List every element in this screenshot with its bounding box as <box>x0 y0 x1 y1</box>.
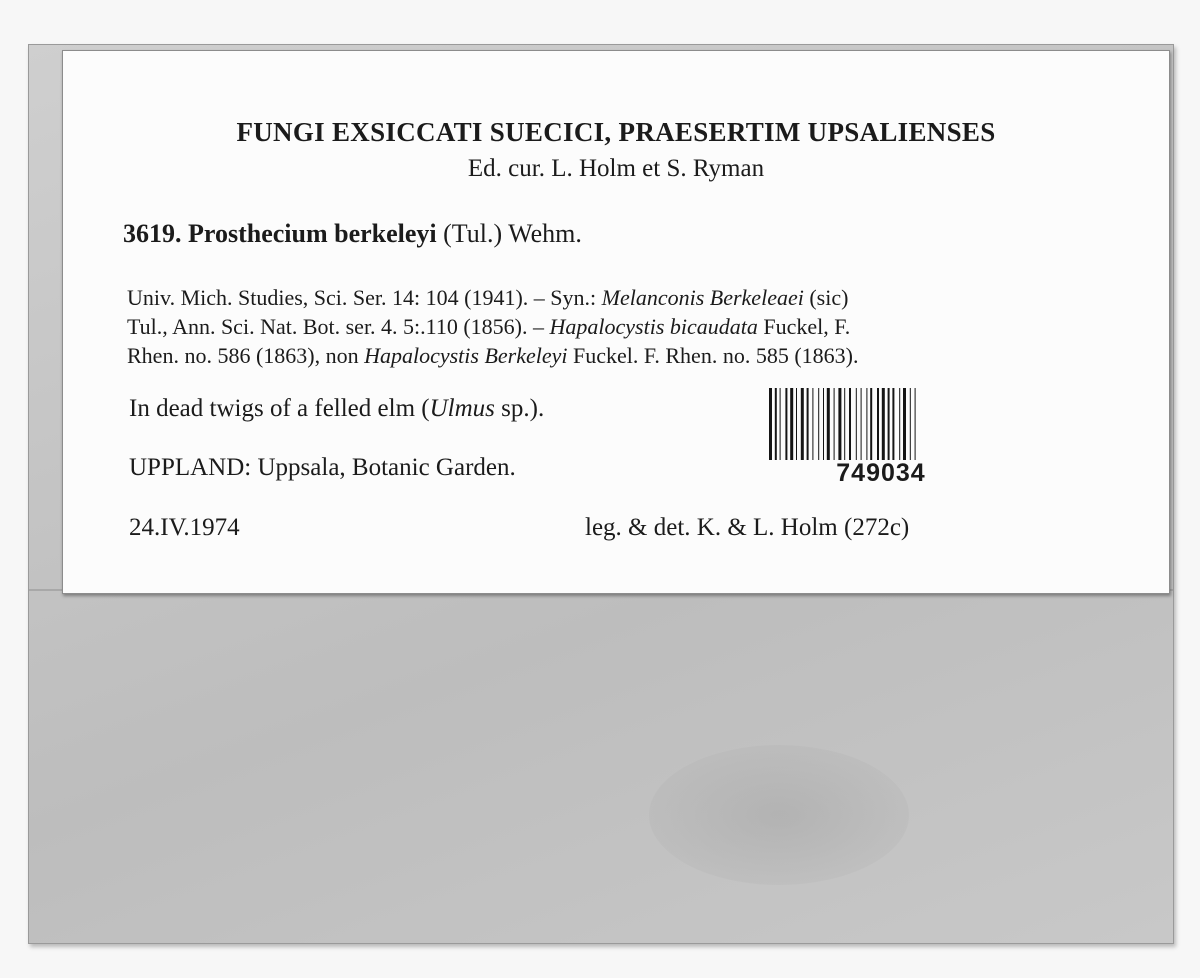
collector-line: leg. & det. K. & L. Holm (272c) <box>585 514 910 541</box>
label-title: FUNGI EXSICCATI SUECICI, PRAESERTIM UPSALIENSES <box>236 117 996 147</box>
species-line <box>123 219 582 249</box>
habitat-text: In dead twigs of a felled elm ( <box>129 395 430 422</box>
reference-text: Fuckel. F. Rhen. no. 585 (1863). <box>567 343 859 368</box>
barcode-image <box>769 388 993 460</box>
reference-text: Univ. Mich. Studies, Sci. Ser. 14: 104 (1941). – Syn.: <box>127 285 602 310</box>
herbarium-label <box>62 50 1170 594</box>
collection-date: 24.IV.1974 <box>129 514 240 541</box>
habitat-line <box>129 395 544 423</box>
locality-line: UPPLAND: Uppsala, Botanic Garden. <box>129 454 516 481</box>
reference-line <box>127 341 1137 370</box>
synonym-name: Hapalocystis Berkeleyi <box>364 343 568 368</box>
synonym-name: Melanconis Berkeleaei <box>601 285 804 310</box>
reference-line <box>127 312 1137 341</box>
reference-text: Rhen. no. 586 (1863), non <box>127 343 365 368</box>
reference-text: Tul., Ann. Sci. Nat. Bot. ser. 4. 5:.110 (1856). – <box>127 314 550 339</box>
species-authority: (Tul.) Wehm. <box>443 219 582 248</box>
reference-text: Fuckel, F. <box>757 314 851 339</box>
habitat-text: sp.). <box>494 395 545 422</box>
species-name: Prosthecium berkeleyi <box>188 219 437 248</box>
label-editors: Ed. cur. L. Holm et S. Ryman <box>467 155 765 182</box>
exsiccata-number: 3619. <box>123 219 182 248</box>
host-genus: Ulmus <box>429 395 495 422</box>
reference-line <box>127 283 1137 312</box>
nomenclature-references <box>127 283 1137 370</box>
barcode-number: 749034 <box>836 459 926 487</box>
reference-text: (sic) <box>803 285 849 310</box>
synonym-name: Hapalocystis bicaudata <box>549 314 758 339</box>
packet-shadow <box>649 745 909 885</box>
